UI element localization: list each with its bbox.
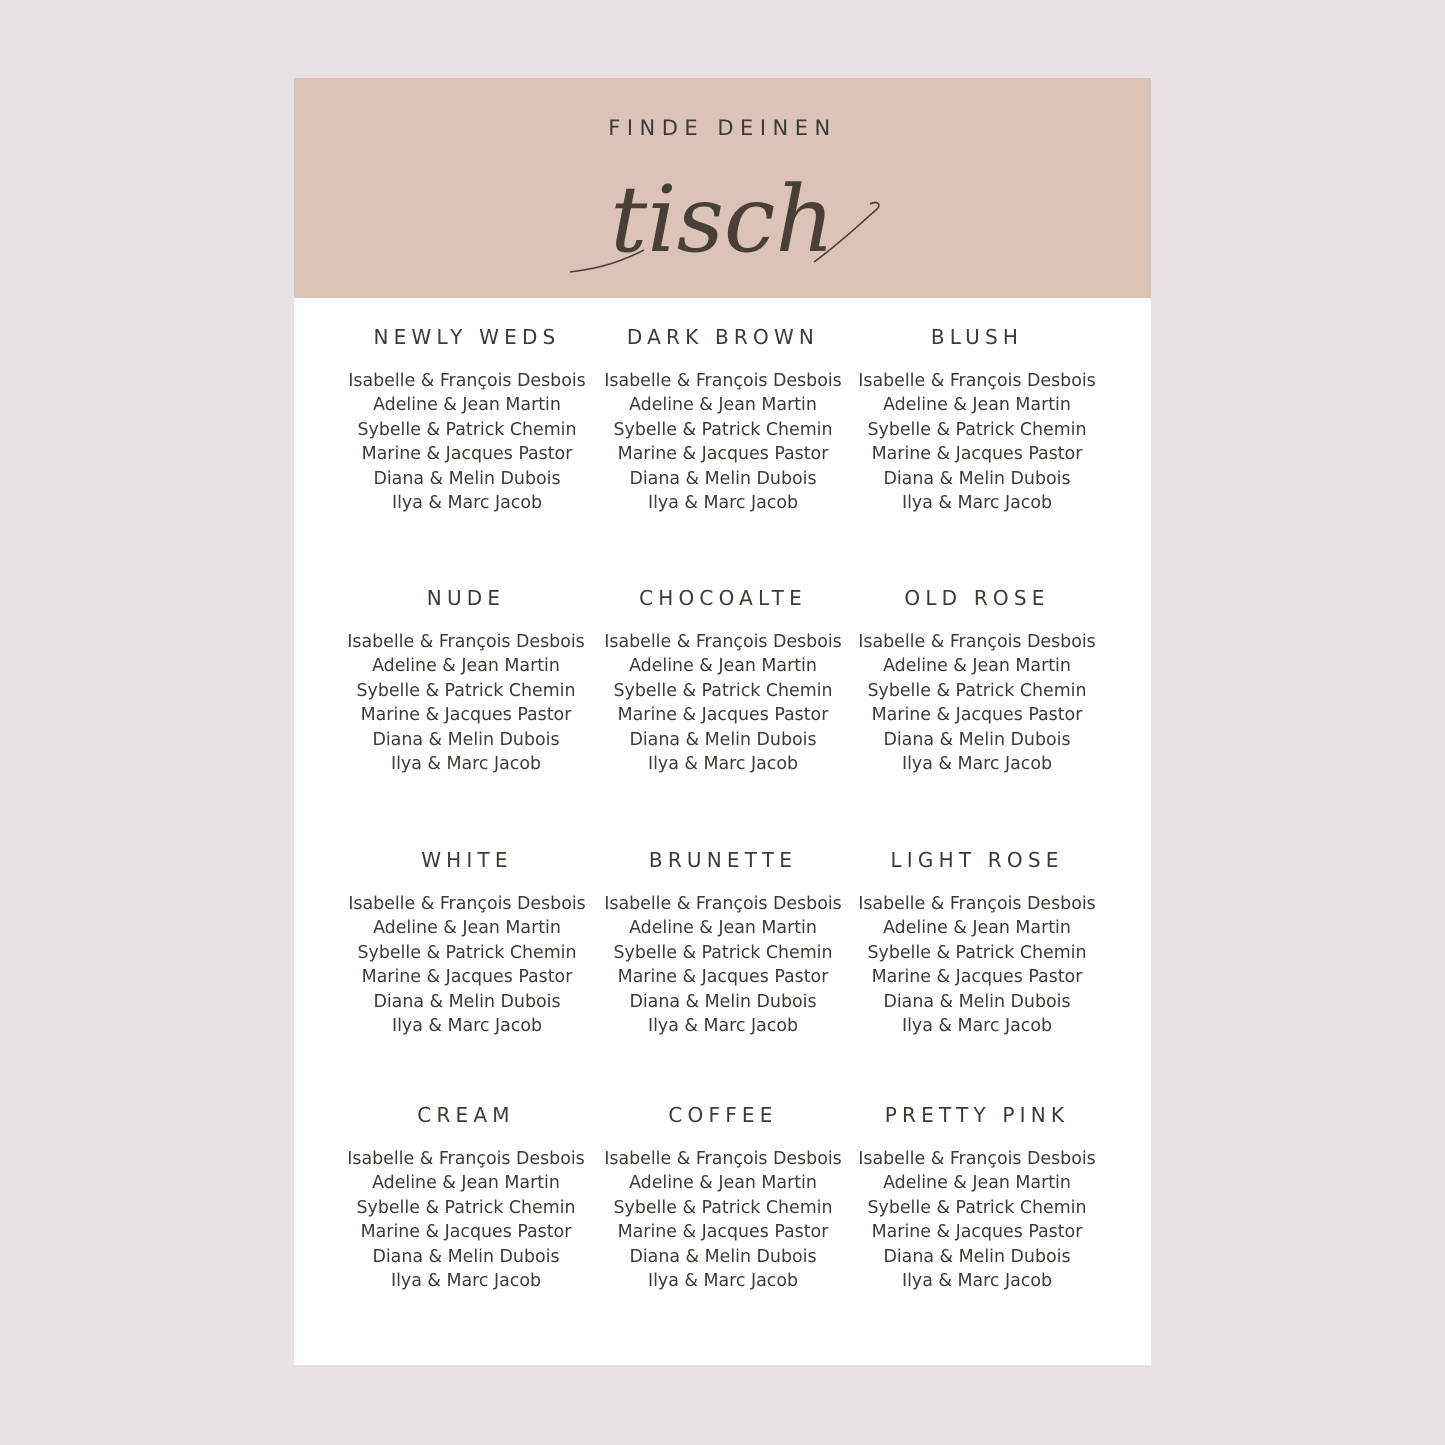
guest-entry: Adeline & Jean Martin [883, 395, 1071, 416]
table-name: COFFEE [668, 1103, 778, 1127]
guest-list [842, 892, 1112, 1038]
seating-chart-card [294, 78, 1151, 1365]
guest-entry: Ilya & Marc Jacob [647, 493, 799, 514]
guest-entry: Marine & Jacques Pastor [871, 1222, 1083, 1243]
guest-entry: Diana & Melin Dubois [883, 1246, 1071, 1267]
guest-entry: Diana & Melin Dubois [372, 729, 560, 750]
guest-entry: Marine & Jacques Pastor [361, 444, 573, 465]
guest-entry: Marine & Jacques Pastor [871, 444, 1083, 465]
header-script-title [294, 150, 1151, 290]
guest-entry: Marine & Jacques Pastor [871, 705, 1083, 726]
guest-entry: Adeline & Jean Martin [372, 1173, 560, 1194]
guest-entry: Adeline & Jean Martin [629, 1173, 817, 1194]
guest-entry: Sybelle & Patrick Chemin [867, 942, 1087, 963]
guest-entry: Ilya & Marc Jacob [647, 754, 799, 775]
guest-entry: Isabelle & François Desbois [604, 894, 842, 914]
guest-entry: Ilya & Marc Jacob [647, 1271, 799, 1292]
guest-entry: Isabelle & François Desbois [858, 894, 1096, 914]
guest-entry: Ilya & Marc Jacob [901, 1271, 1053, 1292]
table-block [332, 323, 602, 515]
guest-entry: Sybelle & Patrick Chemin [867, 419, 1087, 440]
guest-entry: Adeline & Jean Martin [372, 656, 560, 677]
table-name: DARK BROWN [626, 325, 820, 349]
guest-list [588, 630, 858, 776]
guest-entry: Marine & Jacques Pastor [360, 705, 572, 726]
guest-entry: Isabelle & François Desbois [604, 1149, 842, 1169]
guest-list [332, 369, 602, 515]
guest-entry: Marine & Jacques Pastor [871, 967, 1083, 988]
guest-entry: Isabelle & François Desbois [858, 371, 1096, 391]
guest-entry: Sybelle & Patrick Chemin [613, 419, 833, 440]
table-block [588, 846, 858, 1038]
guest-entry: Ilya & Marc Jacob [391, 493, 543, 514]
table-block [588, 1101, 858, 1293]
table-name: BRUNETTE [648, 848, 798, 872]
table-name: CREAM [417, 1103, 515, 1127]
table-name: BLUSH [930, 325, 1024, 349]
guest-entry: Sybelle & Patrick Chemin [867, 680, 1087, 701]
guest-entry: Diana & Melin Dubois [629, 1246, 817, 1267]
table-block [842, 323, 1112, 515]
guest-entry: Adeline & Jean Martin [629, 656, 817, 677]
guest-entry: Sybelle & Patrick Chemin [867, 1197, 1087, 1218]
table-name: CHOCOALTE [639, 586, 807, 610]
script-title-text: tisch [610, 166, 835, 273]
guest-entry: Ilya & Marc Jacob [901, 1016, 1053, 1037]
guest-entry: Diana & Melin Dubois [373, 468, 561, 489]
guest-entry: Isabelle & François Desbois [348, 894, 586, 914]
table-block [842, 846, 1112, 1038]
guest-entry: Diana & Melin Dubois [883, 729, 1071, 750]
guest-entry: Marine & Jacques Pastor [617, 967, 829, 988]
guest-entry: Adeline & Jean Martin [373, 395, 561, 416]
table-block [588, 323, 858, 515]
guest-entry: Isabelle & François Desbois [858, 1149, 1096, 1169]
guest-entry: Adeline & Jean Martin [629, 395, 817, 416]
guest-entry: Adeline & Jean Martin [373, 918, 561, 939]
guest-list [588, 369, 858, 515]
guest-list [588, 892, 858, 1038]
guest-entry: Diana & Melin Dubois [883, 991, 1071, 1012]
guest-entry: Diana & Melin Dubois [629, 729, 817, 750]
guest-list [331, 1147, 601, 1293]
guest-entry: Ilya & Marc Jacob [901, 754, 1053, 775]
guest-entry: Diana & Melin Dubois [883, 468, 1071, 489]
guest-entry: Sybelle & Patrick Chemin [613, 942, 833, 963]
header-kicker: FINDE DEINEN [608, 116, 837, 140]
table-name: NUDE [426, 586, 506, 610]
guest-entry: Diana & Melin Dubois [373, 991, 561, 1012]
guest-entry: Sybelle & Patrick Chemin [357, 942, 577, 963]
guest-entry: Adeline & Jean Martin [883, 1173, 1071, 1194]
guest-entry: Marine & Jacques Pastor [617, 1222, 829, 1243]
guest-entry: Adeline & Jean Martin [883, 656, 1071, 677]
guest-list [842, 369, 1112, 515]
guest-entry: Sybelle & Patrick Chemin [357, 419, 577, 440]
guest-entry: Diana & Melin Dubois [372, 1246, 560, 1267]
guest-entry: Ilya & Marc Jacob [391, 1016, 543, 1037]
guest-list [331, 630, 601, 776]
table-block [332, 846, 602, 1038]
guest-entry: Adeline & Jean Martin [629, 918, 817, 939]
guest-entry: Isabelle & François Desbois [604, 371, 842, 391]
table-name: NEWLY WEDS [373, 325, 561, 349]
guest-entry: Diana & Melin Dubois [629, 468, 817, 489]
table-block [331, 1101, 601, 1293]
table-name: PRETTY PINK [884, 1103, 1070, 1127]
guest-entry: Isabelle & François Desbois [348, 371, 586, 391]
guest-entry: Ilya & Marc Jacob [390, 1271, 542, 1292]
table-block [588, 584, 858, 776]
guest-entry: Isabelle & François Desbois [858, 632, 1096, 652]
guest-entry: Sybelle & Patrick Chemin [613, 680, 833, 701]
guest-list [588, 1147, 858, 1293]
table-block [842, 584, 1112, 776]
table-name: WHITE [421, 848, 513, 872]
guest-entry: Sybelle & Patrick Chemin [613, 1197, 833, 1218]
guest-entry: Marine & Jacques Pastor [617, 705, 829, 726]
table-block [842, 1101, 1112, 1293]
guest-entry: Sybelle & Patrick Chemin [356, 1197, 576, 1218]
guest-entry: Marine & Jacques Pastor [360, 1222, 572, 1243]
guest-entry: Ilya & Marc Jacob [390, 754, 542, 775]
guest-list [332, 892, 602, 1038]
guest-entry: Diana & Melin Dubois [629, 991, 817, 1012]
guest-entry: Marine & Jacques Pastor [361, 967, 573, 988]
guest-entry: Marine & Jacques Pastor [617, 444, 829, 465]
guest-list [842, 1147, 1112, 1293]
guest-entry: Ilya & Marc Jacob [647, 1016, 799, 1037]
guest-entry: Isabelle & François Desbois [347, 632, 585, 652]
guest-list [842, 630, 1112, 776]
header-band [294, 78, 1151, 298]
guest-entry: Ilya & Marc Jacob [901, 493, 1053, 514]
guest-entry: Isabelle & François Desbois [604, 632, 842, 652]
guest-entry: Sybelle & Patrick Chemin [356, 680, 576, 701]
table-name: LIGHT ROSE [890, 848, 1064, 872]
table-block [331, 584, 601, 776]
guest-entry: Adeline & Jean Martin [883, 918, 1071, 939]
table-name: OLD ROSE [904, 586, 1050, 610]
guest-entry: Isabelle & François Desbois [347, 1149, 585, 1169]
